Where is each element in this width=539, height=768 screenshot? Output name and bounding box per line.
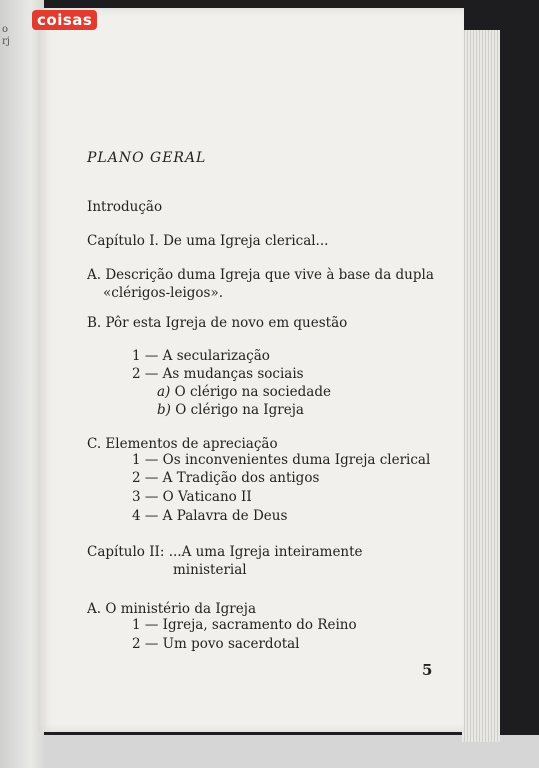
sectionA2-title: A. O ministério da Igreja — [87, 601, 256, 617]
page-number: 5 — [422, 661, 433, 679]
sectionB-item2: 2 — As mudanças sociais — [132, 366, 304, 382]
item-marker: a) — [157, 384, 171, 400]
sectionA-line2: «clérigos-leigos». — [103, 285, 224, 301]
sectionC-item2: 2 — A Tradição dos antigos — [132, 470, 320, 486]
chapter2-title-line2: ministerial — [173, 562, 247, 578]
chapter1-title: Capítulo I. De uma Igreja clerical... — [87, 233, 329, 249]
sectionC-item4: 4 — A Palavra de Deus — [132, 508, 288, 524]
watermark-logo: coisas — [32, 10, 97, 30]
item-text: O clérigo na Igreja — [175, 402, 304, 418]
sectionA2-item1: 1 — Igreja, sacramento do Reino — [132, 617, 357, 633]
page-heading: PLANO GERAL — [87, 150, 207, 166]
item-marker: b) — [157, 402, 171, 418]
sectionC-item1: 1 — Os inconvenientes duma Igreja clerical — [132, 452, 431, 468]
sectionC-item3: 3 — O Vaticano II — [132, 489, 252, 505]
introduction-line: Introdução — [87, 199, 163, 215]
sectionB-item1: 1 — A secularização — [132, 348, 270, 364]
sectionB-item2b — [157, 402, 304, 418]
sectionB-item2a — [157, 384, 331, 400]
sectionB-title: B. Pôr esta Igreja de novo em questão — [87, 315, 348, 331]
item-text: O clérigo na sociedade — [174, 384, 331, 400]
sectionC-title: C. Elementos de apreciação — [87, 436, 278, 452]
sectionA2-item2: 2 — Um povo sacerdotal — [132, 636, 300, 652]
table-surface — [0, 735, 539, 768]
chapter2-title-line1: Capítulo II: ...A uma Igreja inteiramente — [87, 544, 363, 560]
sectionA-line1: A. Descrição duma Igreja que vive à base da dupla — [87, 267, 434, 283]
left-page-text: o rj — [2, 24, 10, 47]
